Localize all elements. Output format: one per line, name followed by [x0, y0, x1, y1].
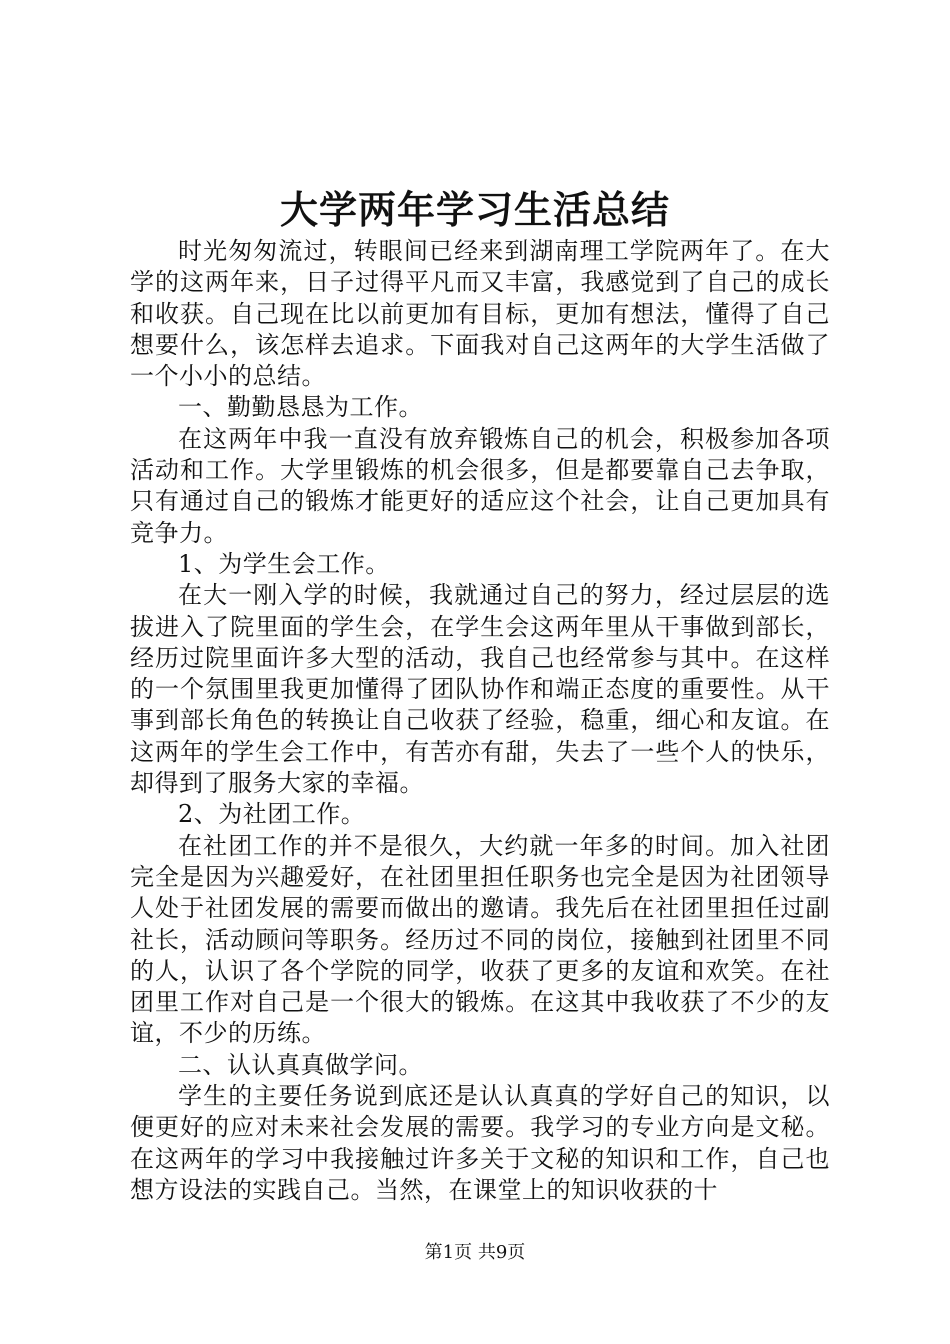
paragraph: 在社团工作的并不是很久，大约就一年多的时间。加入社团完全是因为兴趣爱好，在社团里担任职务也完全是因为社团领导人处于社团发展的需要而做出的邀请。我先后在社团里担任过副社长，活动顾问等职务。经历过不同的岗位，接触到社团里不同的人，认识了各个学院的同学，收获了更多的友谊和欢笑。在社团里工作对自己是一个很大的锻炼。在这其中我收获了不少的友谊，不少的历练。 [130, 831, 830, 1048]
subsection-heading: 1、为学生会工作。 [178, 549, 390, 578]
paragraph: 时光匆匆流过，转眼间已经来到湖南理工学院两年了。在大学的这两年来，日子过得平凡而又丰富，我感觉到了自己的成长和收获。自己现在比以前更加有目标，更加有想法，懂得了自己想要什么，该怎样去追求。下面我对自己这两年的大学生活做了一个小小的总结。 [130, 237, 830, 391]
page-number-footer: 第1页 共9页 [424, 1242, 526, 1263]
section-heading: 一、勤勤恳恳为工作。 [178, 393, 423, 422]
section-heading: 二、认认真真做学问。 [178, 1050, 423, 1079]
document-body [130, 236, 830, 1206]
document-title: 大学两年学习生活总结 [279, 188, 670, 232]
paragraph: 学生的主要任务说到底还是认认真真的学好自己的知识，以便更好的应对未来社会发展的需要。我学习的专业方向是文秘。在这两年的学习中我接触过许多关于文秘的知识和工作，自己也想方设法的实践自己。当然，在课堂上的知识收获的十 [130, 1082, 830, 1204]
subsection-heading: 2、为社团工作。 [178, 800, 366, 829]
paragraph: 在大一刚入学的时候，我就通过自己的努力，经过层层的选拔进入了院里面的学生会，在学生会这两年里从干事做到部长，经历过院里面许多大型的活动，我自己也经常参与其中。在这样的一个氛围里我更加懂得了团队协作和端正态度的重要性。从干事到部长角色的转换让自己收获了经验，稳重，细心和友谊。在这两年的学生会工作中，有苦亦有甜，失去了一些个人的快乐，却得到了服务大家的幸福。 [130, 581, 830, 798]
paragraph: 在这两年中我一直没有放弃锻炼自己的机会，积极参加各项活动和工作。大学里锻炼的机会很多，但是都要靠自己去争取，只有通过自己的锻炼才能更好的适应这个社会，让自己更加具有竞争力。 [130, 424, 830, 547]
